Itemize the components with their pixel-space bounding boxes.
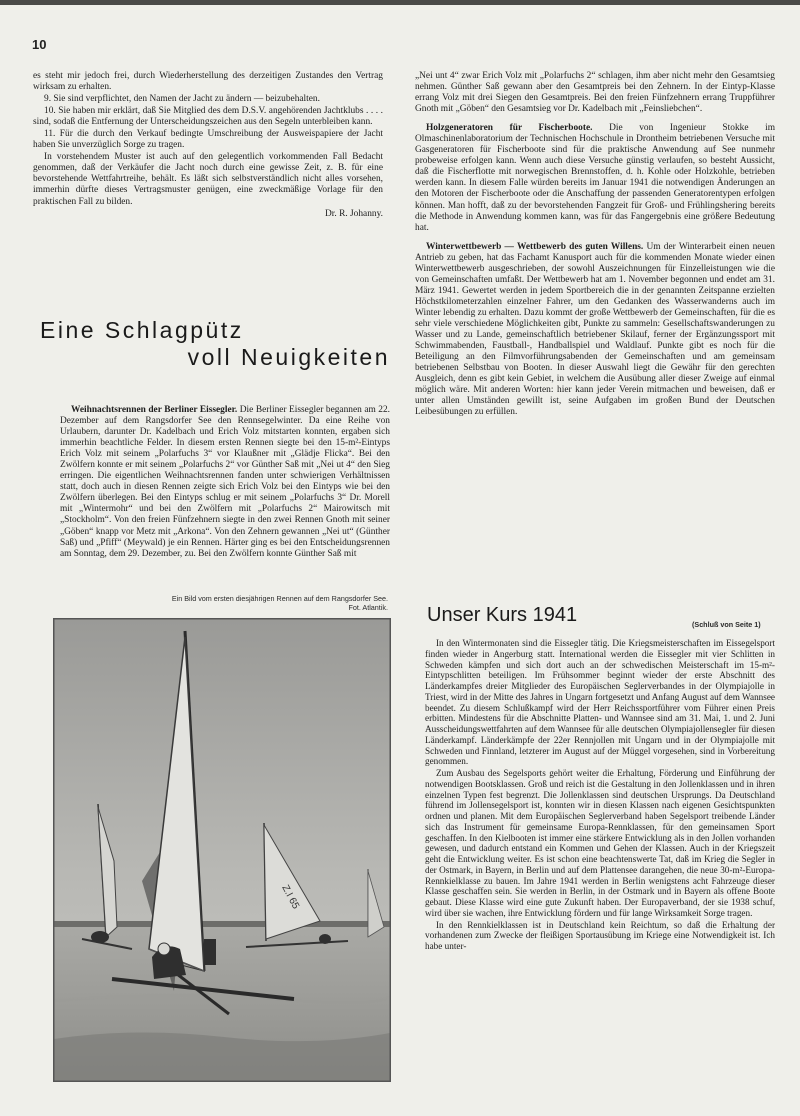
news-column-left [60, 405, 390, 561]
article-headline [40, 317, 390, 371]
author-signature: Dr. R. Johanny. [325, 208, 383, 219]
news-paragraph [60, 405, 390, 560]
news-body: Die Berliner Eissegler begannen am 22. Dezember auf dem Rangsdorfer See den Rennsegelwinter. Da eine Reihe von Urlaubern, darunter Dr. Kadelbach und Erich Volz mitstarten konnten, ergaben sich immerhin beachtliche Felder. In diesem ersten Rennen siegte bei den 15-m²-Eintyps Erich Volz mit seinem „Polarfuchs 3“ vor Klaußner mit „Glädje Flicka“. Bei den Zwölfern konnte er mit seinem „Polarfuchs 2“ vor Günther Saß mit „Nei ut 4“ den Sieg erringen. Die eigentlichen Weihnachtsrennen fanden unter schwierigen Verhältnissen statt, doch auch in diesen Rennen zeigte sich Erich Volz bei den Eintyps wie bei den Zwölfern überlegen. Bei den Eintyps schlug er mit seinem „Polarfuchs 3“ Dr. Morell mit „Wintermohr“ und bei den Zwölfern mit „Polarfuchs 2“ Mairowitsch mit „Stockholm“. Von den freien Fünfzehnern siegte in den zwei Rennen Gnoth mit seiner „Göben“ knapp vor Metz mit „Arkona“. Von den Zehnern gewannen „Nei ut“ (Günther Saß) und „Pfiff“ (Meywald) je ein Rennen. Härter ging es bei den Entscheidungsrennen am Sonntag, dem 29. Dezember, zu. Bei den Zwölfern konnte Günther Saß mit [60, 405, 390, 559]
article-title: Unser Kurs 1941 [427, 604, 578, 626]
news-subhead: Winterwettbewerb — Wettbewerb des guten Willens. [426, 241, 644, 252]
sail-number: Z.I 65 [279, 883, 302, 911]
article-paragraph: In den Wintermonaten sind die Eissegler tätig. Die Kriegsmeisterschaften im Eissegelsport finden wieder in Angerburg statt. International werden die Eissegler mit vier Schlitten in Schweden kämpfen und sich dort auch an der schwedischen Meisterschaft im 15-m²-Eintypschlitten beteiligen. Im Frühsommer beginnt wieder der erste Abschnitt des Länderkampfes dreier Mitglieder des Europäischen Seglerverbandes in der Olympiajolle in Triest, wird in der Mitte des Jahres in Ungarn fortgesetzt und Anfang August auf dem Wannsee beendet. Zu diesem Schlußkampf wird der Herr Reichssportführer vom Führer einen Preis erbitten. Mindestens für die Abschnitte Platten- und Wannsee sind am 31. Mai, 1. und 2. Juni Ausscheidungswettfahrten auf dem Wannsee für alle deutschen Olympiajollensegler für diesen Länderkampf. Länderkämpfe der 22er Rennjollen mit Ungarn und in der Olympiajolle mit Schweden und Finnland, letzterer im August auf der Müggel vorgesehen, sind in Vorbereitung genommen. [425, 638, 775, 767]
contract-paragraph: 10. Sie haben mir erklärt, daß Sie Mitglied des dem D.S.V. angehörenden Jachtklubs . . . . sind, sodaß die Entfernung der Unterscheidungszeichen aus den Segeln unterbleiben kann. [33, 106, 383, 128]
news-paragraph [415, 123, 775, 233]
continuation-note: (Schluß von Seite 1) [692, 620, 761, 629]
headline-line-2: voll Neuigkeiten [187, 344, 390, 370]
article-paragraph: In den Rennkielklassen ist in Deutschland kein Reichtum, so daß die Erhaltung der vorhandenen zum Zwecke der fleißigen Sportausübung im Kriege eine Notwendigkeit ist. Ich habe unter- [425, 919, 775, 951]
contract-paragraph: 11. Für die durch den Verkauf bedingte Umschreibung der Ausweispapiere der Jacht haben Sie unverzüglich Sorge zu tragen. [33, 129, 383, 151]
news-body: Um der Winterarbeit einen neuen Antrieb zu geben, hat das Fachamt Kanusport auch für die kommenden Monate wieder einen Winterwettbewerb ausgeschrieben, der sowohl Auszeichnungen für Einzelleistungen wie die von Gemeinschaften umfaßt. Der Wettbewerb hat am 1. November begonnen und endet am 31. März 1941. Gewertet werden in jedem Sportbereich die in der genannten Zeitspanne erzielten Höchstkilometerzahlen einzelner Fahrer, um den Gedanken des Wasserwanderns auch im Winter lebendig zu erhalten. Dazu kommt der große Wettbewerb der Gemeinschaften, für die es sehr viele verschiedene Möglichkeiten gibt, Punkte zu sammeln: Gesellschaftswanderungen zu Wasser und zu Lande, gemeinschaftlich betriebener Skilauf, ferner der Ergänzungssport mit Schwimmabenden, Faustball-, Handballspiel und Waldlauf. Punkte gibt es noch für die Beteiligung an den Filmvorführungsabenden der Gemeinschaften und am gemeinsam betriebenen Selbstbau von Booten. In dieser Auswahl liegt die Gewähr für den gerechten Ausgleich, denn es gibt kein Gebiet, in welchem die Ausübung aller dieser Zweige auf einmal möglich wäre. Mit anderen Worten: hier kann jeder Verein mitmachen und beweisen, daß er unter allen Umständen gewillt ist, seine Aufgaben im großen Bund der Deutschen Leibesübungen zu erfüllen. [415, 241, 775, 418]
contract-paragraph: In vorstehendem Muster ist auch auf den gelegentlich vorkommenden Fall Bedacht genommen, daß der Verkäufer die Jacht noch durch eine gewisse Zeit, z. B. für eine bevorstehende Wettfahrtreihe, behält. Es läßt sich selbstverständlich nicht alles vorsehen, immerhin dürfte dieses Vertragsmuster genügen, eine zweckmäßige Vorlage für den praktischen Fall zu bilden. [33, 152, 383, 207]
contract-paragraph: es steht mir jedoch frei, durch Wiederherstellung des derzeitigen Zustandes den Vertrag wirksam zu erhalten. [33, 71, 383, 93]
news-subhead: Holzgeneratoren für Fischerboote. [426, 123, 593, 134]
news-paragraph [415, 242, 775, 419]
ice-yacht-photo-drawing [54, 619, 390, 1081]
photo-credit: Fot. Atlantik. [348, 603, 388, 612]
news-column-right [415, 71, 775, 419]
photo-caption [52, 594, 388, 612]
news-body: Die von Ingenieur Stokke im Olmaschinenlaboratorium der Technischen Hochschule in Drontheim betriebenen Versuche mit Gasgeneratoren für Fischerboote sind für die praktische Anwendung auf See nunmehr probeweise erfolgen kann. Wenn auch diese Versuche günstig verlaufen, so besteht Aussicht, daß die Fischerflotte mit norwegischen Brennstoffen, d. h. Kohle oder Holzkohle, betrieben werden kann. In diesem Falle würden bereits im Januar 1941 die notwendigen Änderungen an den Motoren der Fischerboote oder die Anschaffung der passenden Generatorentypen erfolgen können. Man hofft, daß zu der bevorstehenden Fangzeit für Groß- und Frühlingshering bereits die Methode in Anwendung kommen kann, was für das Fangergebnis eine größere Bedeutung hat. [415, 123, 775, 233]
headline-line-1: Eine Schlagpütz [40, 317, 244, 343]
contract-text-column [33, 71, 383, 221]
page-number: 10 [32, 37, 47, 52]
paragraph-gap [415, 116, 775, 123]
contract-paragraph: 9. Sie sind verpflichtet, den Namen der Jacht zu ändern — beizubehalten. [44, 94, 320, 105]
paragraph-gap [415, 235, 775, 242]
caption-text: Ein Bild vom ersten diesjährigen Rennen auf dem Rangsdorfer See. [171, 594, 388, 603]
news-paragraph: „Nei unt 4“ zwar Erich Volz mit „Polarfuchs 2“ schlagen, ihm aber nicht mehr den Gesamtsieg nehmen. Günther Saß gewann aber den Gesamtpreis bei den Zehnern. In der Eintyp-Klasse errang Volz mit drei Siegen den Gesamtpreis. Bei den freien Fünfzehnern errang Truppführer Gnoth mit „Göben“ den Gesamtsieg vor Dr. Kadelbach mit „Feinsliebchen“. [415, 71, 775, 115]
article-paragraph: Zum Ausbau des Segelsports gehört weiter die Erhaltung, Förderung und Einführung der notwendigen Bootsklassen. Groß und reich ist die Gestaltung in den Jollenklassen und in ihren einzelnen Typen fest begrenzt. Die Jollenklassen sind deutschen Ursprungs. Da Deutschland führend im Jollensegelsport ist, konnten wir in diesen Klassen nach eigenen Gesichtspunkten ordnen und planen. Mit dem Europäischen Seglerverband haben Segelsport treibende Länder sich das Instrument für gemeinsame Europa-Rennklassen, für den gemeinsamen Sport geschaffen. In den Kielbooten ist immer eine stärkere Entwicklung als in den Jollen vorhanden gewesen, und dadurch entstand ein Kommen und Gehen der Klassen. Auch in der Kriegszeit geht die Entwicklung weiter. Es ist schon eine beachtenswerte Tat, daß im Krieg die Segler in der Ostmark, in Bayern, in Berlin und auf dem Plattensee darangehen, die neue 30-m²-Europa-Rennkielklasse zu bauen. Im Jahre 1941 werden in Berlin wenigstens acht Fahrzeuge dieser Klasse geschaffen sein. Sie werden in Berlin, in der Ostmark und in Bayern als offene Boote gebaut. Diese Klasse wird eine gute Zukunft haben. Der Europaverband, der sie 1938 schuf, wird über sie wachen, ihre Entwicklung fördern und für lange Wirksamkeit Sorge tragen. [425, 768, 775, 918]
article-body-column [425, 638, 775, 953]
ice-yacht-photo [53, 618, 391, 1082]
page-top-border [0, 0, 800, 5]
news-subhead: Weihnachtsrennen der Berliner Eissegler. [71, 405, 238, 415]
